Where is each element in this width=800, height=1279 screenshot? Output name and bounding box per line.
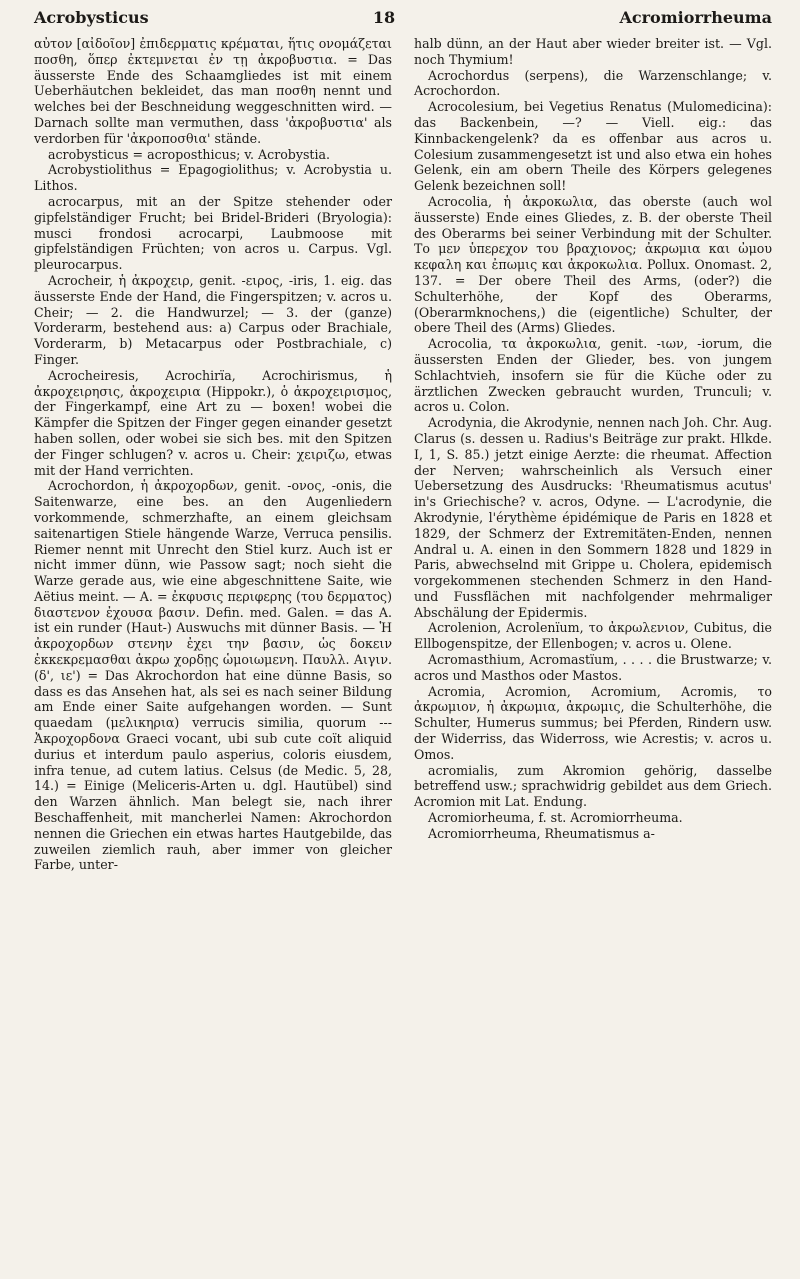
dictionary-entry: Acromia, Acromion, Acromium, Acromis, το ἀκρωμιον, ἡ ἀκρωμια, ἀκρωμις, die Schulterhöhe, die Schulter, Humerus summus; bei Pferden, Rindern usw. der Widerriss, das Widerross, wie Acrestis; v. acros u. Omos. <box>414 683 772 762</box>
dictionary-entry: Acromasthium, Acromastïum, . . . . die Brustwarze; v. acros und Masthos oder Mastos. <box>414 652 772 683</box>
running-head-right: Acromiorrheuma <box>619 8 772 27</box>
running-head-left: Acrobysticus <box>34 8 149 27</box>
dictionary-entry: acrocarpus, mit an der Spitze stehender oder gipfelständiger Frucht; bei Bridel-Brideri (Bryologia): musci frondosi acrocarpi, Laubmoose mit gipfelständigen Früchten; von acros u. Carpus. Vgl. pleurocarpus. <box>34 193 392 273</box>
dictionary-entry: Acrocolia, τα ἀκροκωλια, genit. -ιων, -iorum, die äussersten Enden der Glieder, bes. von jungem Schlachtvieh, insofern sie für die Küche oder zu ärztlichen Zwecken gebraucht wurden, Trunculi; v. acros u. Colon. <box>414 336 772 415</box>
right-column <box>414 36 772 873</box>
dictionary-entry: Acrobystiolithus = Epagogiolithus; v. Acrobystia u. Lithos. <box>34 162 392 194</box>
dictionary-entry: Acromiorheuma, f. st. Acromiorrheuma. <box>428 810 683 826</box>
dictionary-entry: Acrocheir, ἡ ἀκροχειρ, genit. -ειρος, -iris, 1. eig. das äusserste Ende der Hand, die Fingerspitzen; v. acros u. Cheir; — 2. die Handwurzel; — 3. der (ganze) Vorderarm, bestehend aus: a) Carpus oder Brachiale, Vorderarm, b) Metacarpus oder Postbrachiale, c) Finger. <box>34 272 392 367</box>
text-columns <box>34 36 772 873</box>
dictionary-entry: Acromiorrheuma, Rheumatismus a- <box>428 825 655 841</box>
dictionary-entry: Acrocolesium, bei Vegetius Renatus (Mulomedicina): das Backenbein, —? — Viell. eig.: das Kinnbackengelenk? da es offenbar aus acros u. Colesium zusammengesetzt ist und also etwa ein hohes Gelenk, ein am obern Theile des Körpers gelegenes Gelenk bezeichnen soll! <box>414 99 772 194</box>
page-number: 18 <box>372 8 396 27</box>
dictionary-entry: Acrochordon, ἡ ἀκροχορδων, genit. -ονος, -onis, die Saitenwarze, eine bes. an den Augenliedern vorkommende, schmerzhafte, an einem gleichsam saitenartigen Stiele hängende Warze, Verruca pensilis. Riemer nennt mit Unrecht den Stiel kurz. Auch ist er nicht immer dünn, wie Passow sagt; noch sieht die Warze gerade aus, wie eine abgeschnittene Saite, wie Aëtius meint. — A. = ἐκφυσις περιφερης (του δερματος) διαστενον ἐχουσα βασιν. Defin. med. Galen. = das A. ist ein runder (Haut-) Auswuchs mit dünner Basis. — Ἡ ἀκροχορδων στενην ἐχει την βασιν, ὡς δοκειν ἐκκεκρεμασθαι ἀκρω χορδῃς ὡμοιωμενη. Παυλλ. Αιγιν. (δ', ιε') = Das Akrochordon hat eine dünne Basis, so dass es das Ansehen hat, als sei es nach seiner Bildung am Ende einer Saite aufgehangen worden. — Sunt quaedam (μελικηρια) verrucis similia, quorum --- Ἀκροχορδονα Graeci vocant, ubi sub cute coït aliquid durius et interdum paulo asperius, coloris eiusdem, infra tenue, ad cutem latius. Celsus (de Medic. 5, 28, 14.) = Einige (Meliceris-Arten u. dgl. Hautübel) sind den Warzen ähnlich. Man belegt sie, nach ihrer Beschaffenheit, mit mancherlei Namen: Akrochordon nennen die Griechen ein etwas hartes Hautgebilde, das zuweilen ziemlich rauh, aber immer von gleicher Farbe, unter- <box>34 478 392 873</box>
dictionary-entry: Acrocolia, ἡ ἀκροκωλια, das oberste (auch wol äusserste) Ende eines Gliedes, z. B. der oberste Theil des Oberarms bei seiner Verbindung mit der Schulter. Το μεν ὑπερεχον του βραχιονος; ἀκρωμια και ὠμου κεφαλη και ἐπωμις και ἀκροκωλια. Pollux. Onomast. 2, 137. = Der obere Theil des Arms, (oder?) die Schulterhöhe, der Kopf des Oberarms, (Oberarmknochens,) die (eigentliche) Schulter, der obere Theil des (Arms) Gliedes. <box>414 193 772 336</box>
dictionary-entry: Acrocheiresis, Acrochirïa, Acrochirismus, ἡ ἀκροχειρησις, ἀκροχειρια (Hippokr.), ὁ ἀκροχειρισμος, der Fingerkampf, eine Art zu — boxen! wobei die Kämpfer die Spitzen der Finger gegen einander gesetzt haben sollen, oder wobei sie sich bes. mit den Spitzen der Finger schlugen? v. acros u. Cheir: χειριζω, etwas mit der Hand verrichten. <box>34 367 392 478</box>
dictionary-entry: Acrolenion, Acrolenïum, το ἀκρωλενιον, Cubitus, die Ellbogenspitze, der Ellenbogen; v. acros u. Olene. <box>414 620 772 652</box>
dictionary-entry: Acrodynia, die Akrodynie, nennen nach Joh. Chr. Aug. Clarus (s. dessen u. Radius's Beiträge zur prakt. Hlkde. I, 1, S. 85.) jetzt einige Aerzte: die rheumat. Affection der Nerven; wahrscheinlich als Versuch einer Uebersetzung des Ausdrucks: 'Rheumatismus acutus' in's Griechische? v. acros, Odyne. — L'acrodynie, die Akrodynie, l'érythème épidémique de Paris en 1828 et 1829, der Schmerz der Extremitäten-Enden, nennen Andral u. A. einen in den Sommern 1828 und 1829 in Paris, abwechselnd mit Grippe u. Cholera, epidemisch vorgekommenen stechenden Schmerz in den Hand- und Fussflächen mit nachfolgender mehrmaliger Abschälung der Epidermis. <box>414 415 772 620</box>
dictionary-entry: Acrochordus (serpens), die Warzenschlange; v. Acrochordon. <box>414 67 772 99</box>
dictionary-entry: acromialis, zum Akromion gehörig, dasselbe betreffend usw.; sprachwidrig gebildet aus dem Griech. Acromion mit Lat. Endung. <box>414 762 772 810</box>
dictionary-entry: halb dünn, an der Haut aber wieder breiter ist. — Vgl. noch Thymium! <box>414 36 772 67</box>
dictionary-entry: acrobysticus = acroposthicus; v. Acrobystia. <box>48 146 331 162</box>
running-head <box>34 8 772 32</box>
dictionary-entry: αὐτον [αἰδοῖον] ἐπιδερματις κρέμαται, ἥτις ονομάζεται ποσθη, ὅπερ ἐκτεμνεται ἐν τῃ ἀκροβυστια. = Das äusserste Ende des Schaamgliedes ist mit einem Ueberhäutchen bekleidet, das man ποσθη nennt und welches bei der Beschneidung weggeschnitten wird. — Darnach sollte man vermuthen, dass 'ἀκροβυστια' als verdorben für 'ἀκροποσθια' stände. <box>34 36 392 146</box>
left-column <box>34 36 392 873</box>
